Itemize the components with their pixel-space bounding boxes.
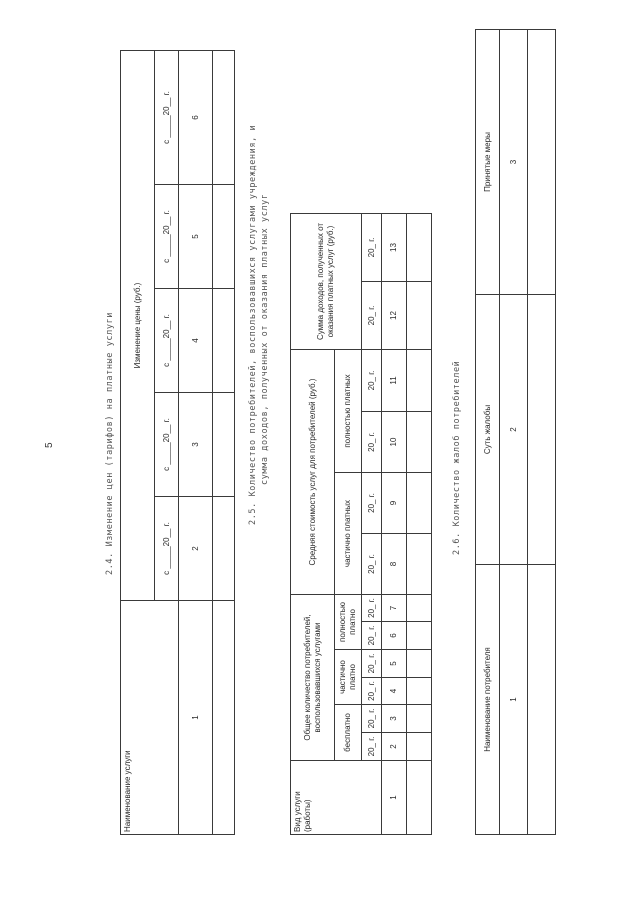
- column-number: 11: [382, 350, 407, 412]
- caption-2-5-line2: сумма доходов, полученных от оказания платных услуг: [260, 193, 270, 485]
- column-number: 3: [382, 705, 407, 733]
- column-number: 2: [382, 733, 407, 761]
- year-cell: 20_ г.: [362, 282, 382, 350]
- caption-2-5-line1: 2.5. Количество потребителей, воспользовавшихся услугами учреждения, и: [248, 124, 258, 525]
- period-cell: с _____20__ г.: [155, 289, 179, 393]
- column-number: 12: [382, 282, 407, 350]
- empty-cell: [213, 393, 235, 497]
- header-average-cost: Средняя стоимость услуг для потребителей (руб.): [291, 350, 335, 595]
- year-cell: 20_ г.: [362, 705, 382, 733]
- year-cell: 20_ г.: [362, 650, 382, 678]
- empty-cell: [213, 289, 235, 393]
- column-number: 10: [382, 412, 407, 473]
- period-cell: с _____20__ г.: [155, 497, 179, 601]
- column-number: 5: [382, 650, 407, 678]
- column-number: 2: [500, 295, 528, 565]
- header-total-consumers: Общее количество потребителей, воспользовавшихся услугами: [291, 595, 335, 761]
- empty-cell: [528, 565, 556, 835]
- column-number: 3: [179, 393, 213, 497]
- column-number: 1: [179, 601, 213, 835]
- empty-cell: [407, 282, 432, 350]
- empty-cell: [213, 51, 235, 185]
- empty-cell: [407, 733, 432, 761]
- subheader-full-paid: полностью платных: [335, 350, 362, 473]
- year-cell: 20_ г.: [362, 350, 382, 412]
- column-number: 1: [500, 565, 528, 835]
- empty-cell: [407, 214, 432, 282]
- period-cell: с _____20__ г.: [155, 51, 179, 185]
- empty-cell: [213, 185, 235, 289]
- header-income-sum: Сумма доходов, полученных от оказания платных услуг (руб.): [291, 214, 362, 350]
- subheader-full: полностью платно: [335, 595, 362, 650]
- empty-cell: [407, 622, 432, 650]
- empty-cell: [213, 601, 235, 835]
- header-consumer-name: Наименование потребителя: [476, 565, 500, 835]
- column-number: 6: [179, 51, 213, 185]
- year-cell: 20_ г.: [362, 733, 382, 761]
- year-cell: 20_ г.: [362, 595, 382, 622]
- column-number: 3: [500, 30, 528, 295]
- empty-cell: [407, 650, 432, 678]
- empty-cell: [407, 678, 432, 705]
- header-price-change: Изменение цены (руб.): [121, 51, 155, 601]
- year-cell: 20_ г.: [362, 214, 382, 282]
- period-cell: с _____20__ г.: [155, 185, 179, 289]
- table-2-6: [475, 29, 556, 835]
- header-service-name: Наименование услуги: [121, 601, 179, 835]
- table-2-5: [290, 213, 432, 835]
- empty-cell: [407, 534, 432, 595]
- empty-cell: [407, 595, 432, 622]
- year-cell: 20_ г.: [362, 678, 382, 705]
- caption-2-4: 2.4. Изменение цен (тарифов) на платные услуги: [105, 311, 115, 575]
- header-complaint-essence: Суть жалобы: [476, 295, 500, 565]
- column-number: 8: [382, 534, 407, 595]
- subheader-partial-paid: частично платных: [335, 473, 362, 595]
- subheader-partial: частично платно: [335, 650, 362, 705]
- year-cell: 20_ г.: [362, 473, 382, 534]
- column-number: 2: [179, 497, 213, 601]
- column-number: 6: [382, 622, 407, 650]
- empty-cell: [528, 30, 556, 295]
- year-cell: 20_ г.: [362, 412, 382, 473]
- column-number: 4: [179, 289, 213, 393]
- empty-cell: [528, 295, 556, 565]
- empty-cell: [407, 761, 432, 835]
- column-number: 13: [382, 214, 407, 282]
- year-cell: 20_ г.: [362, 622, 382, 650]
- column-number: 4: [382, 678, 407, 705]
- column-number: 9: [382, 473, 407, 534]
- empty-cell: [407, 350, 432, 412]
- caption-2-6: 2.6. Количество жалоб потребителей: [452, 360, 462, 555]
- header-measures-taken: Принятые меры: [476, 30, 500, 295]
- empty-cell: [407, 705, 432, 733]
- table-2-4: [120, 50, 235, 835]
- subheader-free: бесплатно: [335, 705, 362, 761]
- period-cell: с _____20__ г.: [155, 393, 179, 497]
- header-service-type: Вид услуги (работы): [291, 761, 382, 835]
- column-number: 5: [179, 185, 213, 289]
- empty-cell: [407, 473, 432, 534]
- year-cell: 20_ г.: [362, 534, 382, 595]
- page-number: 5: [44, 442, 55, 448]
- empty-cell: [213, 497, 235, 601]
- column-number: 7: [382, 595, 407, 622]
- column-number: 1: [382, 761, 407, 835]
- empty-cell: [407, 412, 432, 473]
